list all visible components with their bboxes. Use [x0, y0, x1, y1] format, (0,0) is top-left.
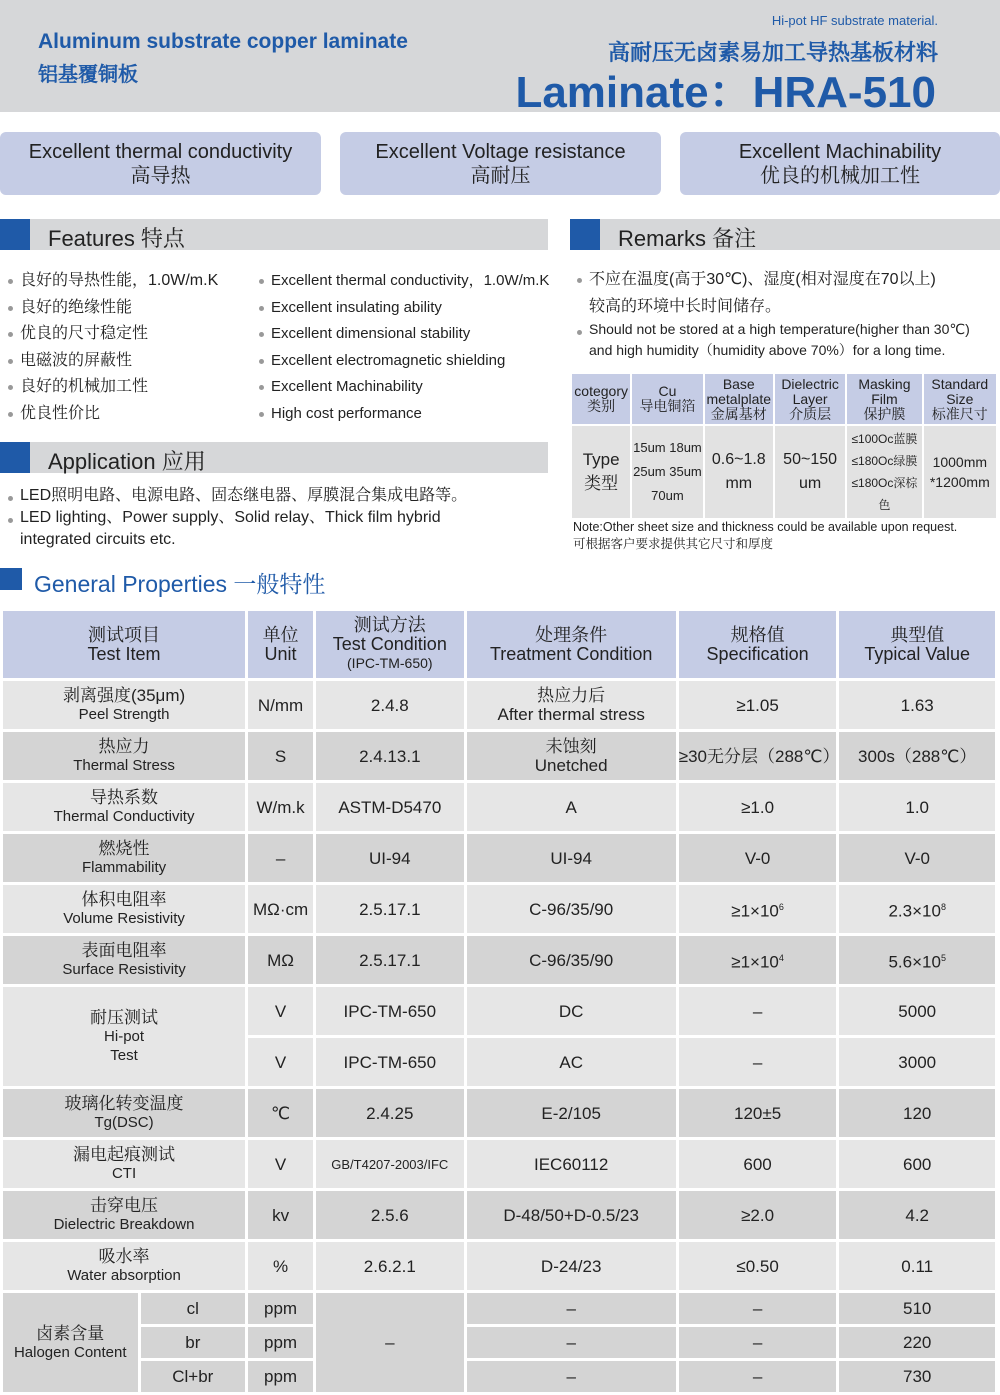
feature-cn-item: 优良的尺寸稳定性 [5, 321, 218, 348]
table-row [2, 782, 997, 833]
table-row [2, 1190, 997, 1241]
feature-cn-item: 电磁波的屏蔽性 [5, 348, 218, 375]
gp-unit: S [247, 731, 315, 782]
table-row [2, 1241, 997, 1292]
spec-cu-values: 15um 18um 25um 35um 70um [631, 425, 703, 519]
gp-method: 2.5.17.1 [315, 935, 466, 986]
remarks-title: Remarks 备注 [618, 226, 757, 251]
gp-unit: W/m.k [247, 782, 315, 833]
gp-header-unit: 单位 Unit [247, 610, 315, 680]
gp-item: 导热系数 Thermal Conductivity [2, 782, 247, 833]
highlight-machinability-en: Excellent Machinability [738, 141, 942, 163]
gp-item: 燃烧性 Flammability [2, 833, 247, 884]
spec-header-base: Base metalplate 金属基材 [704, 373, 774, 425]
gp-method: 2.4.13.1 [315, 731, 466, 782]
gp-unit: ppm [247, 1292, 315, 1326]
gp-unit: ppm [247, 1326, 315, 1360]
features-cn-list [5, 268, 218, 427]
highlight-voltage-cn: 高耐压 [470, 165, 531, 187]
gp-treatment: C-96/35/90 [465, 884, 677, 935]
gp-treatment: A [465, 782, 677, 833]
table-row [2, 935, 997, 986]
model-name: Laminate：HRA-510 [515, 68, 936, 117]
gp-unit: MΩ·cm [247, 884, 315, 935]
gp-typical: 3000 [838, 1037, 997, 1088]
gp-spec: 120±5 [677, 1088, 838, 1139]
gp-unit: N/mm [247, 680, 315, 731]
gp-typical: 600 [838, 1139, 997, 1190]
gp-unit: ℃ [247, 1088, 315, 1139]
gp-unit: V [247, 1139, 315, 1190]
features-title: Features 特点 [48, 226, 185, 251]
highlight-voltage [340, 132, 661, 195]
feature-cn-item: 良好的机械加工性 [5, 374, 218, 401]
application-en-2: integrated circuits etc. [20, 531, 176, 548]
gp-method: 2.4.8 [315, 680, 466, 731]
gp-typical: 510 [838, 1292, 997, 1326]
feature-cn-item: 良好的导热性能，1.0W/m.K [5, 268, 218, 295]
table-row [2, 986, 997, 1037]
gp-spec: $\ge 1\times 10^4$ [677, 935, 838, 986]
highlight-thermal [0, 132, 321, 195]
gp-unit: ppm [247, 1360, 315, 1394]
gp-typical: 5000 [838, 986, 997, 1037]
gp-item: 表面电阻率 Surface Resistivity [2, 935, 247, 986]
spec-table-type-row [571, 425, 997, 519]
gp-method: 2.6.2.1 [315, 1241, 466, 1292]
gp-typical: 300s（288℃） [838, 731, 997, 782]
remark-en-1: Should not be stored at a high temperature(higher than 30℃) [574, 319, 970, 340]
spec-note [573, 519, 957, 553]
gp-spec: – [677, 1360, 838, 1394]
gp-item: 剥离强度(35μm) Peel Strength [2, 680, 247, 731]
gp-spec: – [677, 1037, 838, 1088]
general-properties-table [0, 608, 998, 1395]
title-cn: 铝基覆铜板 [38, 64, 138, 86]
feature-en-item: Excellent Machinability [256, 374, 549, 401]
gp-spec: ≥2.0 [677, 1190, 838, 1241]
gp-header-spec: 规格值 Specification [677, 610, 838, 680]
gp-unit: kv [247, 1190, 315, 1241]
gp-method: IPC-TM-650 [315, 986, 466, 1037]
gp-typical: 730 [838, 1360, 997, 1394]
gp-header-item: 测试项目 Test Item [2, 610, 247, 680]
highlight-thermal-en: Excellent thermal conductivity [28, 141, 293, 163]
highlight-thermal-cn: 高导热 [130, 165, 191, 187]
feature-en-item: High cost performance [256, 401, 549, 428]
gp-treatment: – [465, 1292, 677, 1326]
gp-unit: V [247, 1037, 315, 1088]
application-title: Application 应用 [48, 449, 206, 474]
gp-treatment: D-48/50+D-0.5/23 [465, 1190, 677, 1241]
spec-note-en: Note:Other sheet size and thickness could be available upon request. [573, 520, 958, 534]
table-row [2, 884, 997, 935]
gp-typical: 1.63 [838, 680, 997, 731]
spec-dielectric-values: 50~150 um [774, 425, 846, 519]
table-row [2, 1326, 997, 1360]
gp-spec: 600 [677, 1139, 838, 1190]
gp-item: 热应力 Thermal Stress [2, 731, 247, 782]
spec-table-header-row [571, 373, 997, 425]
spec-header-masking: Masking Film 保护膜 [846, 373, 922, 425]
application-cn: LED照明电路、电源电路、固态继电器、厚膜混合集成电路等。 [5, 485, 467, 507]
remark-cn-2: 较高的环境中长时间储存。 [589, 297, 782, 315]
gp-header-method: 测试方法 Test Condition (IPC-TM-650) [315, 610, 466, 680]
remarks-text-en [574, 319, 970, 361]
highlight-voltage-en: Excellent Voltage resistance [375, 141, 626, 163]
gp-treatment: IEC60112 [465, 1139, 677, 1190]
spec-base-values: 0.6~1.8 mm [704, 425, 774, 519]
subtitle-cn: 高耐压无卤素易加工导热基板材料 [607, 40, 938, 65]
application-header [0, 442, 548, 473]
highlight-machinability [680, 132, 1000, 195]
gp-method: ASTM-D5470 [315, 782, 466, 833]
gp-item: 击穿电压 Dielectric Breakdown [2, 1190, 247, 1241]
remarks-header [570, 219, 1000, 250]
gp-treatment: 未蚀刻 Unetched [465, 731, 677, 782]
gp-treatment: AC [465, 1037, 677, 1088]
gp-method: 2.5.17.1 [315, 884, 466, 935]
gp-unit: % [247, 1241, 315, 1292]
gp-method: 2.5.6 [315, 1190, 466, 1241]
gp-halogen-sub: br [139, 1326, 247, 1360]
remarks-text [574, 267, 936, 320]
gp-method: UI-94 [315, 833, 466, 884]
gp-method: – [315, 1292, 466, 1394]
spec-masking-values: ≤100Oc蓝膜 ≤180Oc绿膜 ≤180Oc深棕色 [846, 425, 922, 519]
gp-typical: $2.3\times 10^8$ [838, 884, 997, 935]
gp-treatment: – [465, 1360, 677, 1394]
gp-header-treatment: 处理条件 Treatment Condition [465, 610, 677, 680]
gp-unit: – [247, 833, 315, 884]
gp-spec: – [677, 1292, 838, 1326]
subtitle-en: Hi-pot HF substrate material. [771, 13, 938, 28]
gp-header-typical: 典型值 Typical Value [838, 610, 997, 680]
title-en: Aluminum substrate copper laminate [38, 30, 408, 53]
spec-header-dielectric: Dielectric Layer 介质层 [774, 373, 846, 425]
gp-item-hipot: 耐压测试 Hi-pot Test [2, 986, 247, 1088]
gp-typical: 4.2 [838, 1190, 997, 1241]
gp-spec: V-0 [677, 833, 838, 884]
gp-unit: MΩ [247, 935, 315, 986]
spec-table [570, 372, 998, 520]
section-square-icon [0, 442, 30, 473]
feature-en-item: Excellent electromagnetic shielding [256, 348, 549, 375]
highlight-machinability-cn: 优良的机械加工性 [760, 165, 920, 187]
gp-item-halogen: 卤素含量 Halogen Content [2, 1292, 140, 1394]
table-row [2, 1292, 997, 1326]
gp-method: GB/T4207-2003/IFC [315, 1139, 466, 1190]
gp-typical: 120 [838, 1088, 997, 1139]
spec-header-category: cotegory 类别 [571, 373, 631, 425]
feature-cn-item: 良好的绝缘性能 [5, 295, 218, 322]
section-square-icon [0, 568, 22, 590]
table-row [2, 1088, 997, 1139]
gp-method: IPC-TM-650 [315, 1037, 466, 1088]
gp-spec: ≥1.05 [677, 680, 838, 731]
gp-typical: $5.6\times 10^5$ [838, 935, 997, 986]
gp-spec: ≤0.50 [677, 1241, 838, 1292]
features-header [0, 219, 548, 250]
gp-treatment: E-2/105 [465, 1088, 677, 1139]
gp-typical: 1.0 [838, 782, 997, 833]
gp-typical: 0.11 [838, 1241, 997, 1292]
gp-item: 漏电起痕测试 CTI [2, 1139, 247, 1190]
spec-header-size: Standard Size 标准尺寸 [923, 373, 997, 425]
feature-en-item: Excellent dimensional stability [256, 321, 549, 348]
gp-treatment: – [465, 1326, 677, 1360]
gp-header-row [2, 610, 997, 680]
table-row [2, 1139, 997, 1190]
gp-unit: V [247, 986, 315, 1037]
table-row [2, 731, 997, 782]
gp-treatment: UI-94 [465, 833, 677, 884]
gp-spec: ≥1.0 [677, 782, 838, 833]
remark-cn-1: 不应在温度(高于30℃)、湿度(相对湿度在70以上) [574, 267, 936, 294]
section-square-icon [0, 219, 30, 250]
spec-header-cu: Cu 导电铜箔 [631, 373, 703, 425]
gp-spec: $\ge 1\times 10^6$ [677, 884, 838, 935]
gp-spec: – [677, 1326, 838, 1360]
gp-treatment: DC [465, 986, 677, 1037]
section-square-icon [570, 219, 600, 250]
header-band [0, 0, 1000, 117]
table-row [2, 680, 997, 731]
remark-en-2: and high humidity（humidity above 70%）for a long time. [589, 342, 946, 358]
spec-size-values: 1000mm *1200mm [923, 425, 997, 519]
gp-treatment: 热应力后 After thermal stress [465, 680, 677, 731]
gp-item: 玻璃化转变温度 Tg(DSC) [2, 1088, 247, 1139]
application-en-1: LED lighting、Power supply、Solid relay、Thick film hybrid [5, 507, 467, 529]
application-list [5, 485, 467, 551]
gp-item: 吸水率 Water absorption [2, 1241, 247, 1292]
gp-treatment: C-96/35/90 [465, 935, 677, 986]
spec-type-label: Type 类型 [571, 425, 631, 519]
table-row [2, 1360, 997, 1394]
gp-spec: ≥30无分层（288℃） [677, 731, 838, 782]
feature-en-item: Excellent thermal conductivity，1.0W/m.K [256, 268, 549, 295]
gp-spec: – [677, 986, 838, 1037]
gp-halogen-sub: Cl+br [139, 1360, 247, 1394]
gp-method: 2.4.25 [315, 1088, 466, 1139]
table-row [2, 833, 997, 884]
gp-item: 体积电阻率 Volume Resistivity [2, 884, 247, 935]
spec-note-cn: 可根据客户要求提供其它尺寸和厚度 [573, 537, 774, 551]
feature-cn-item: 优良性价比 [5, 401, 218, 428]
gp-halogen-sub: cl [139, 1292, 247, 1326]
feature-en-item: Excellent insulating ability [256, 295, 549, 322]
features-en-list [256, 268, 549, 427]
general-title: General Properties 一般特性 [34, 571, 326, 597]
gp-typical: V-0 [838, 833, 997, 884]
gp-typical: 220 [838, 1326, 997, 1360]
gp-treatment: D-24/23 [465, 1241, 677, 1292]
